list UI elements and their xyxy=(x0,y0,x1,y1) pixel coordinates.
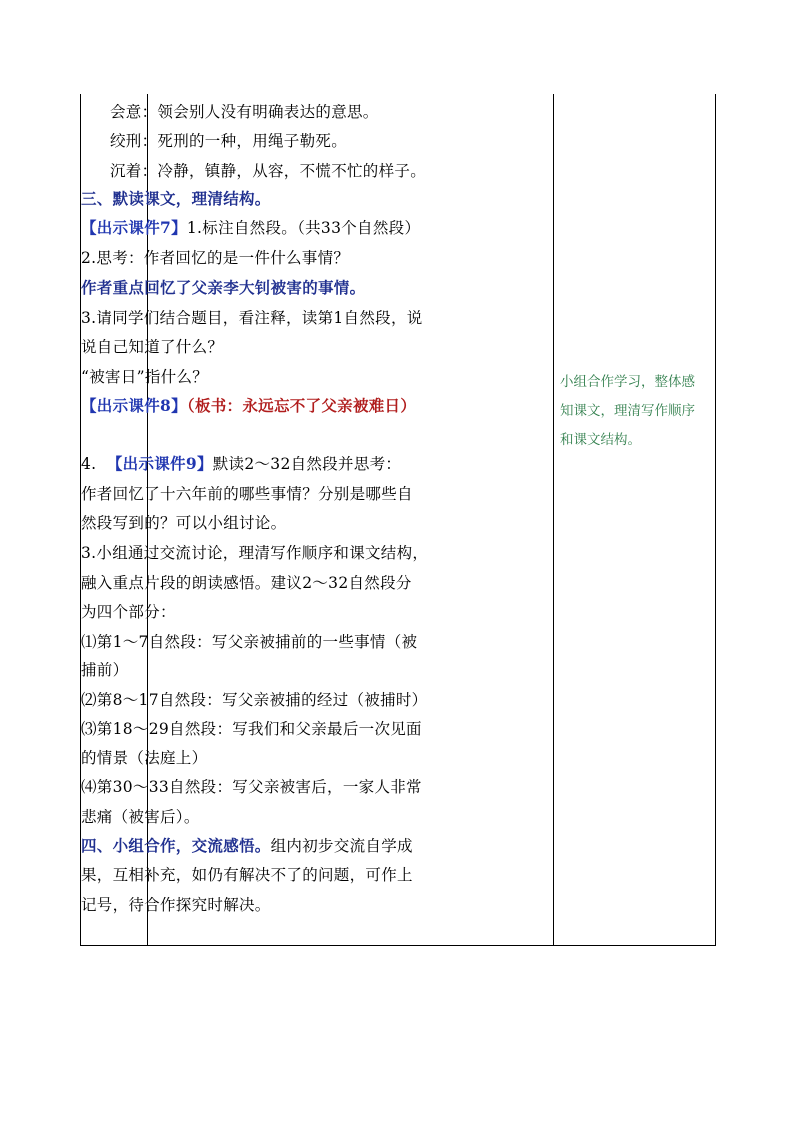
question4-line2: 作者回忆了十六年前的哪些事情？分别是哪些自 xyxy=(81,485,413,503)
question4-line3: 然段写到的？可以小组讨论。 xyxy=(81,514,287,532)
courseware7-line xyxy=(81,215,420,241)
paragraph3-line3: 为四个部分： xyxy=(81,603,176,621)
part3-line2: 的情景（法庭上） xyxy=(81,749,208,767)
part2-line: ⑵第8～17自然段：写父亲被捕的经过（被捕时） xyxy=(81,691,428,709)
design-intent-line1: 小组合作学习，整体感 xyxy=(560,374,695,390)
question4-text: 默读2～32自然段并思考： xyxy=(212,455,402,473)
question3-line2: 说自己知道了什么？ xyxy=(81,338,224,356)
question3-line1: 3.请同学们结合题目，看注释，读第1自然段，说 xyxy=(81,309,423,327)
section4-line2: 果，互相补充，如仍有解决不了的问题，可作上 xyxy=(81,866,413,884)
section4-line3: 记号，待合作探究时解决。 xyxy=(81,896,271,914)
design-intent-line3: 和课文结构。 xyxy=(560,432,641,448)
design-intent-line2: 知课文，理清写作顺序 xyxy=(560,403,695,419)
part4-line1: ⑷第30～33自然段：写父亲被害后，一家人非常 xyxy=(81,778,422,796)
question4-line1 xyxy=(81,451,401,477)
board-writing: （板书：永远忘不了父亲被难日） xyxy=(186,396,417,415)
definition-chenzhuo: 沉着：冷静，镇静，从容，不慌不忙的样子。 xyxy=(110,162,427,180)
question3-line3: “被害日”指什么？ xyxy=(81,368,209,386)
part3-line1: ⑶第18～29自然段：写我们和父亲最后一次见面 xyxy=(81,720,422,738)
definition-jiaoxing: 绞刑：死刑的一种，用绳子勒死。 xyxy=(110,132,348,150)
section4-text: 组内初步交流自学成 xyxy=(270,837,413,855)
courseware8-line xyxy=(81,393,416,419)
paragraph3-line2: 融入重点片段的朗读感悟。建议2～32自然段分 xyxy=(81,574,412,592)
courseware7-tag: 【出示课件7】 xyxy=(81,218,187,237)
section4-heading: 四、小组合作，交流感悟。 xyxy=(81,836,271,855)
answer2: 作者重点回忆了父亲李大钊被害的事情。 xyxy=(81,278,366,297)
question4-number: 4. xyxy=(81,455,97,473)
part1-line2: 捕前） xyxy=(81,661,129,679)
section4-line1 xyxy=(81,833,413,859)
column-divider-right xyxy=(553,94,554,945)
courseware9-tag: 【出示课件9】 xyxy=(106,454,213,473)
question2: 2.思考：作者回忆的是一件什么事情？ xyxy=(81,249,350,267)
paragraph3-line1: 3.小组通过交流讨论，理清写作顺序和课文结构， xyxy=(81,544,429,562)
definition-huiyi: 会意：领会别人没有明确表达的意思。 xyxy=(110,103,379,121)
courseware8-tag: 【出示课件8】 xyxy=(81,396,187,415)
part1-line1: ⑴第1～7自然段：写父亲被捕前的一些事情（被 xyxy=(81,633,418,651)
section3-heading: 三、默读课文，理清结构。 xyxy=(81,189,271,208)
part4-line2: 悲痛（被害后）。 xyxy=(81,808,200,826)
courseware7-text: 1.标注自然段。（共33个自然段） xyxy=(186,219,421,237)
